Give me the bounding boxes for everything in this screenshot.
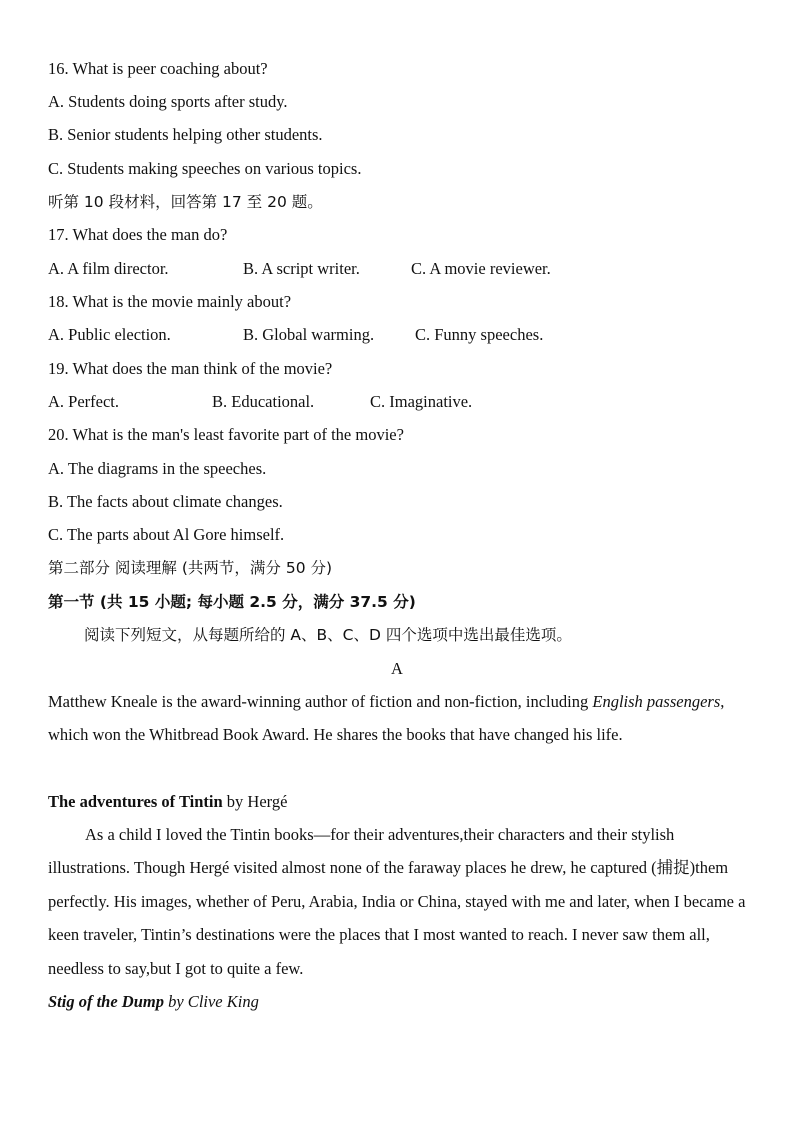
q18-option-c: C. Funny speeches. — [415, 325, 544, 344]
intro-book-title: English passengers — [592, 692, 721, 711]
question-17: 17. What does the man do? — [48, 225, 228, 244]
passage-intro — [48, 685, 748, 752]
q19-options — [48, 392, 472, 412]
book-two-heading — [48, 992, 259, 1012]
book-one-title: The adventures of Tintin — [48, 792, 223, 811]
book-two-author: by Clive King — [163, 992, 259, 1011]
q20-option-b: B. The facts about climate changes. — [48, 492, 283, 511]
q16-option-b: B. Senior students helping other students. — [48, 125, 323, 144]
q17-option-c: C. A movie reviewer. — [411, 259, 551, 278]
q20-option-c: C. The parts about Al Gore himself. — [48, 525, 285, 544]
book-one-text: As a child I loved the Tintin books—for their adventures,their characters and their stylish illustrations. Though Hergé visited almost none of the faraway places he drew, he captured (捕捉)them perfectly. His images, whether of Peru, Arabia, India or China, stayed with me and later, when I became a keen traveler, Tintin’s destinations were the places that I most wanted to reach. I never saw them all, needless to say,but I got to quite a few. — [48, 825, 746, 978]
book-two-title: Stig of the Dump — [48, 992, 164, 1011]
book-one-heading — [48, 792, 287, 812]
question-16: 16. What is peer coaching about? — [48, 59, 268, 78]
q19-option-b: B. Educational. — [212, 392, 315, 411]
q18-option-a: A. Public election. — [48, 325, 171, 344]
q17-option-a: A. A film director. — [48, 259, 169, 278]
q18-option-b: B. Global warming. — [243, 325, 375, 344]
q20-option-a: A. The diagrams in the speeches. — [48, 459, 267, 478]
book-one-author: by Hergé — [222, 792, 288, 811]
question-19: 19. What does the man think of the movie? — [48, 359, 333, 378]
q18-options — [48, 325, 543, 345]
q16-option-a: A. Students doing sports after study. — [48, 92, 288, 111]
question-18: 18. What is the movie mainly about? — [48, 292, 292, 311]
q19-option-c: C. Imaginative. — [370, 392, 473, 411]
q17-options — [48, 259, 551, 279]
reading-instruction: 阅读下列短文，从每题所给的 A、B、C、D 四个选项中选出最佳选项。 — [84, 626, 572, 644]
q16-option-c: C. Students making speeches on various topics. — [48, 159, 362, 178]
section-one-title: 第一节 (共 15 小题; 每小题 2.5 分，满分 37.5 分) — [48, 593, 416, 611]
q19-option-a: A. Perfect. — [48, 392, 120, 411]
q17-option-b: B. A script writer. — [243, 259, 360, 278]
question-20: 20. What is the man's least favorite part of the movie? — [48, 425, 404, 444]
part-two-title: 第二部分 阅读理解 (共两节，满分 50 分) — [48, 559, 333, 577]
listening-instruction: 听第 10 段材料，回答第 17 至 20 题。 — [48, 193, 323, 211]
passage-label: A — [391, 659, 403, 678]
intro-text-2: , which won the Whitbread Book Award. He shares the books that have changed his life. — [48, 692, 725, 745]
intro-text-1: Matthew Kneale is the award-winning author of fiction and non-fiction, including — [48, 692, 593, 711]
